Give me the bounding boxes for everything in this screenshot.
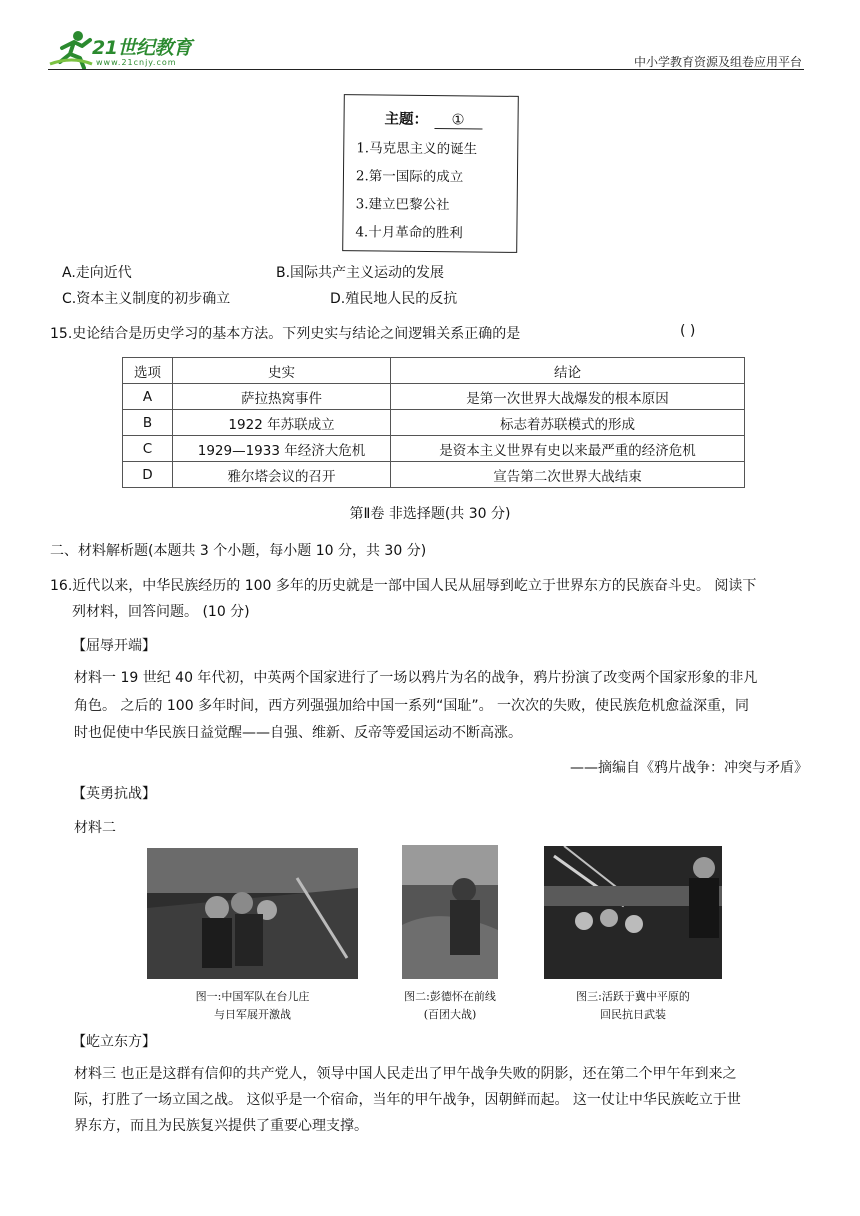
option-b: B.国际共产主义运动的发展	[276, 265, 445, 281]
material-line: 界东方，而且为民族复兴提供了重要心理支撑。	[74, 1118, 368, 1134]
figure-caption	[147, 988, 358, 1024]
header-option: 选项	[123, 358, 173, 384]
theme-title: 主题： ①	[384, 108, 482, 130]
logo-text: 21世纪教育	[92, 37, 192, 59]
table-row	[123, 410, 745, 436]
material-line: 材料三 也正是这群有信仰的共产党人，领导中国人民走出了甲午战争失败的阴影，还在第二个甲午年到来之	[74, 1066, 737, 1082]
q16-stem-line: 16.近代以来，中华民族经历的 100 多年的历史就是一部中国人民从屈辱到屹立于世界东方的民族奋斗史。 阅读下	[50, 578, 757, 594]
table-header-row	[123, 358, 745, 384]
table-row	[123, 436, 745, 462]
answer-paren: ( )	[680, 323, 696, 339]
theme-blank: ①	[434, 112, 482, 130]
cell-option: B	[123, 410, 173, 436]
photo-peng-dehuai	[402, 845, 498, 979]
cell-fact: 萨拉热窝事件	[173, 384, 391, 410]
caption-line: 图一:中国军队在台儿庄	[195, 990, 310, 1003]
theme-item: 4.十月革命的胜利	[355, 224, 463, 242]
caption-line: 图二:彭德怀在前线	[404, 990, 496, 1003]
cell-conclusion: 标志着苏联模式的形成	[391, 410, 745, 436]
cell-option: D	[123, 462, 173, 488]
figure-caption	[544, 988, 722, 1024]
theme-box	[342, 94, 519, 253]
volume-title: 第Ⅱ卷 非选择题(共 30 分)	[349, 506, 511, 522]
cell-conclusion: 是第一次世界大战爆发的根本原因	[391, 384, 745, 410]
section-heading: 二、材料解析题(本题共 3 个小题，每小题 10 分，共 30 分)	[50, 543, 427, 559]
header-fact: 史实	[173, 358, 391, 384]
cell-fact: 雅尔塔会议的召开	[173, 462, 391, 488]
header-conclusion: 结论	[391, 358, 745, 384]
cell-conclusion: 是资本主义世界有史以来最严重的经济危机	[391, 436, 745, 462]
platform-name: 中小学教育资源及组卷应用平台	[633, 55, 802, 69]
running-man-icon	[50, 31, 92, 68]
option-d: D.殖民地人民的反抗	[330, 291, 458, 307]
header-rule	[48, 69, 804, 70]
material-line: 材料一 19 世纪 40 年代初，中英两个国家进行了一场以鸦片为名的战争，鸦片扮演了改变两个国家形象的非凡	[74, 670, 758, 686]
cell-fact: 1922 年苏联成立	[173, 410, 391, 436]
material-line: 时也促使中华民族日益觉醒——自强、维新、反帝等爱国运动不断高涨。	[74, 725, 522, 741]
cell-option: C	[123, 436, 173, 462]
cell-conclusion: 宣告第二次世界大战结束	[391, 462, 745, 488]
material-source: ——摘编自《鸦片战争：冲突与矛盾》	[570, 760, 808, 776]
material-label: 材料二	[74, 820, 116, 836]
cell-fact: 1929—1933 年经济大危机	[173, 436, 391, 462]
theme-item: 3.建立巴黎公社	[355, 196, 450, 214]
caption-line: 图三:活跃于冀中平原的	[576, 990, 690, 1003]
photo-taierzhuang-battle	[147, 848, 358, 979]
table-row	[123, 462, 745, 488]
figure-caption	[370, 988, 530, 1024]
q16-stem-line: 列材料，回答问题。 (10 分)	[72, 604, 250, 620]
q15-stem: 15.史论结合是历史学习的基本方法。下列史实与结论之间逻辑关系正确的是	[50, 326, 521, 342]
material-line: 角色。 之后的 100 多年时间，西方列强强加给中国一系列“国耻”。 一次次的失败，使民族危机愈益深重，同	[74, 698, 750, 714]
fact-conclusion-table	[122, 357, 745, 488]
caption-line: 回民抗日武装	[600, 1008, 666, 1021]
caption-line: (百团大战)	[423, 1008, 477, 1021]
option-a: A.走向近代	[62, 265, 132, 281]
theme-item: 1.马克思主义的诞生	[356, 140, 478, 158]
table-row	[123, 384, 745, 410]
part-title: 【屹立东方】	[72, 1034, 156, 1050]
theme-item: 2.第一国际的成立	[355, 168, 464, 186]
photo-hui-resistance	[544, 846, 722, 979]
cell-option: A	[123, 384, 173, 410]
logo-url: www.21cnjy.com	[96, 58, 177, 67]
part-title: 【英勇抗战】	[72, 786, 156, 802]
caption-line: 与日军展开激战	[214, 1008, 291, 1021]
option-c: C.资本主义制度的初步确立	[62, 291, 231, 307]
material-line: 际，打胜了一场立国之战。 这似乎是一个宿命，当年的甲午战争，因朝鲜而起。 这一仗让中华民族屹立于世	[74, 1092, 741, 1108]
part-title: 【屈辱开端】	[72, 638, 156, 654]
